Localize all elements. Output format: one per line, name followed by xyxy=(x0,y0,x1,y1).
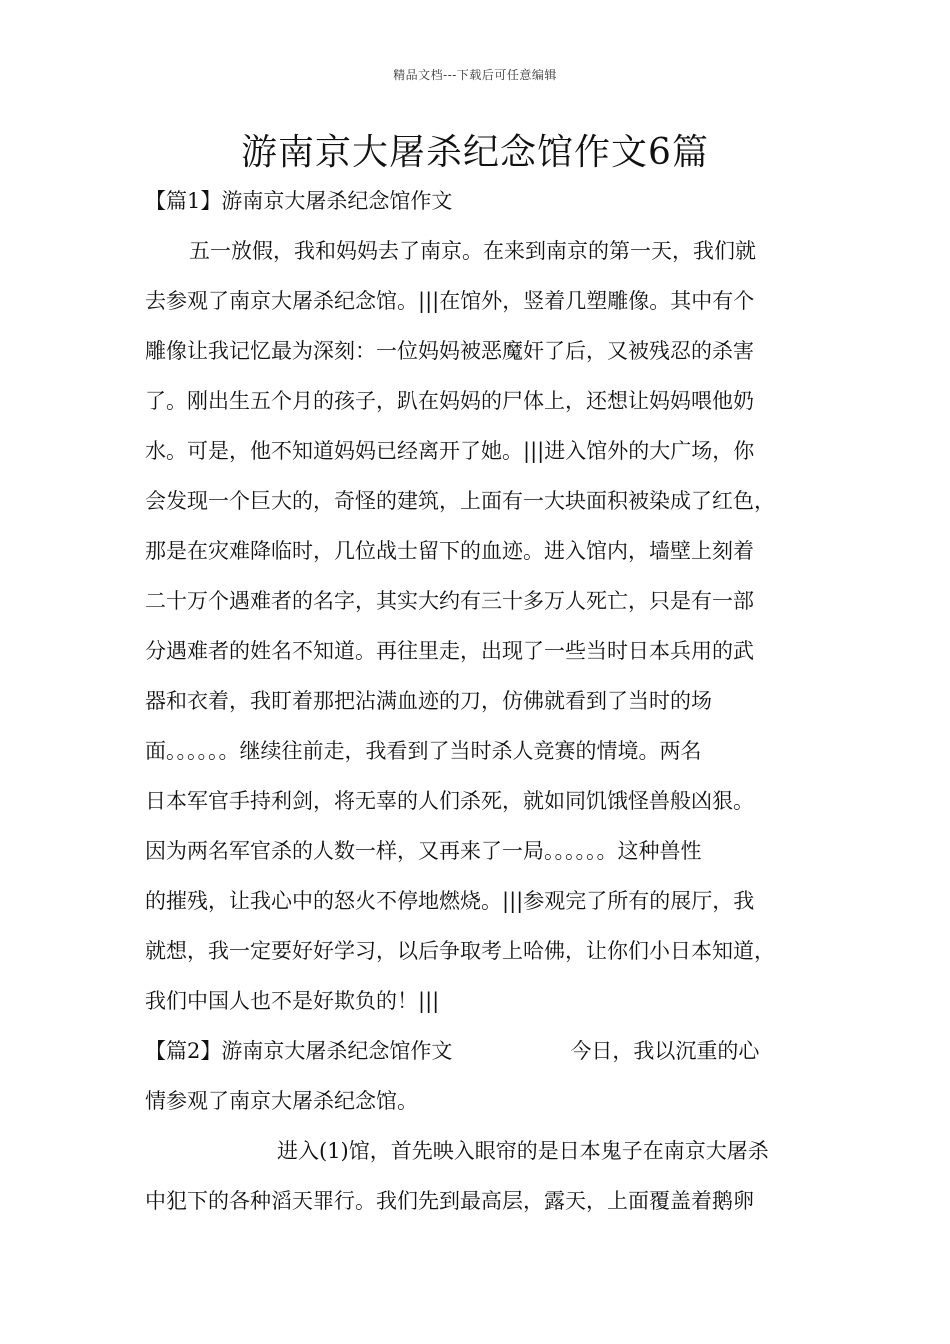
paragraph-line: 今日，我以沉重的心 xyxy=(570,1039,760,1063)
header-note: 精品文档---下载后可任意编辑 xyxy=(393,68,557,82)
paragraph-line: 雕像让我记忆最为深刻：一位妈妈被恶魔奸了后，又被残忍的杀害 xyxy=(145,339,754,363)
paragraph-line: 我们中国人也不是好欺负的！||| xyxy=(145,989,440,1013)
paragraph-line: 那是在灾难降临时，几位战士留下的血迹。进入馆内，墙壁上刻着 xyxy=(145,539,754,563)
paragraph-line: 中犯下的各种滔天罪行。我们先到最高层，露天，上面覆盖着鹅卵 xyxy=(145,1189,754,1213)
section-heading: 【篇1】游南京大屠杀纪念馆作文 xyxy=(145,189,453,213)
paragraph-line: 因为两名军官杀的人数一样，又再来了一局。。。。。。这种兽性 xyxy=(145,839,702,863)
paragraph-line: 去参观了南京大屠杀纪念馆。|||在馆外，竖着几塑雕像。其中有个 xyxy=(145,289,755,313)
section-2-heading-line xyxy=(145,1026,815,1076)
paragraph-line: 日本军官手持利剑，将无辜的人们杀死，就如同饥饿怪兽般凶狠。 xyxy=(145,789,754,813)
paragraph-line: 器和衣着，我盯着那把沾满血迹的刀，仿佛就看到了当时的场 xyxy=(145,689,712,713)
paragraph-line: 会发现一个巨大的，奇怪的建筑，上面有一大块面积被染成了红色， xyxy=(145,489,775,513)
paragraph-line: 情参观了南京大屠杀纪念馆。 xyxy=(145,1089,418,1113)
paragraph-line: 了。刚出生五个月的孩子，趴在妈妈的尸体上，还想让妈妈喂他奶 xyxy=(145,389,754,413)
section-1 xyxy=(145,176,815,1226)
paragraph-line: 进入(1)馆，首先映入眼帘的是日本鬼子在南京大屠杀 xyxy=(277,1139,769,1163)
paragraph-line: 的摧残，让我心中的怒火不停地燃烧。|||参观完了所有的展厅，我 xyxy=(145,889,755,913)
paragraph-line: 水。可是，他不知道妈妈已经离开了她。|||进入馆外的大广场，你 xyxy=(145,439,755,463)
paragraph-line: 就想，我一定要好好学习，以后争取考上哈佛，让你们小日本知道， xyxy=(145,939,775,963)
paragraph-line: 面。。。。。。继续往前走，我看到了当时杀人竞赛的情境。两名 xyxy=(145,739,702,763)
paragraph-line: 五一放假，我和妈妈去了南京。在来到南京的第一天，我们就 xyxy=(189,239,756,263)
section-heading: 【篇2】游南京大屠杀纪念馆作文 xyxy=(145,1039,453,1063)
document-title: 游南京大屠杀纪念馆作文6篇 xyxy=(241,132,709,173)
paragraph-line: 二十万个遇难者的名字，其实大约有三十多万人死亡，只是有一部 xyxy=(145,589,754,613)
paragraph-line: 分遇难者的姓名不知道。再往里走，出现了一些当时日本兵用的武 xyxy=(145,639,754,663)
